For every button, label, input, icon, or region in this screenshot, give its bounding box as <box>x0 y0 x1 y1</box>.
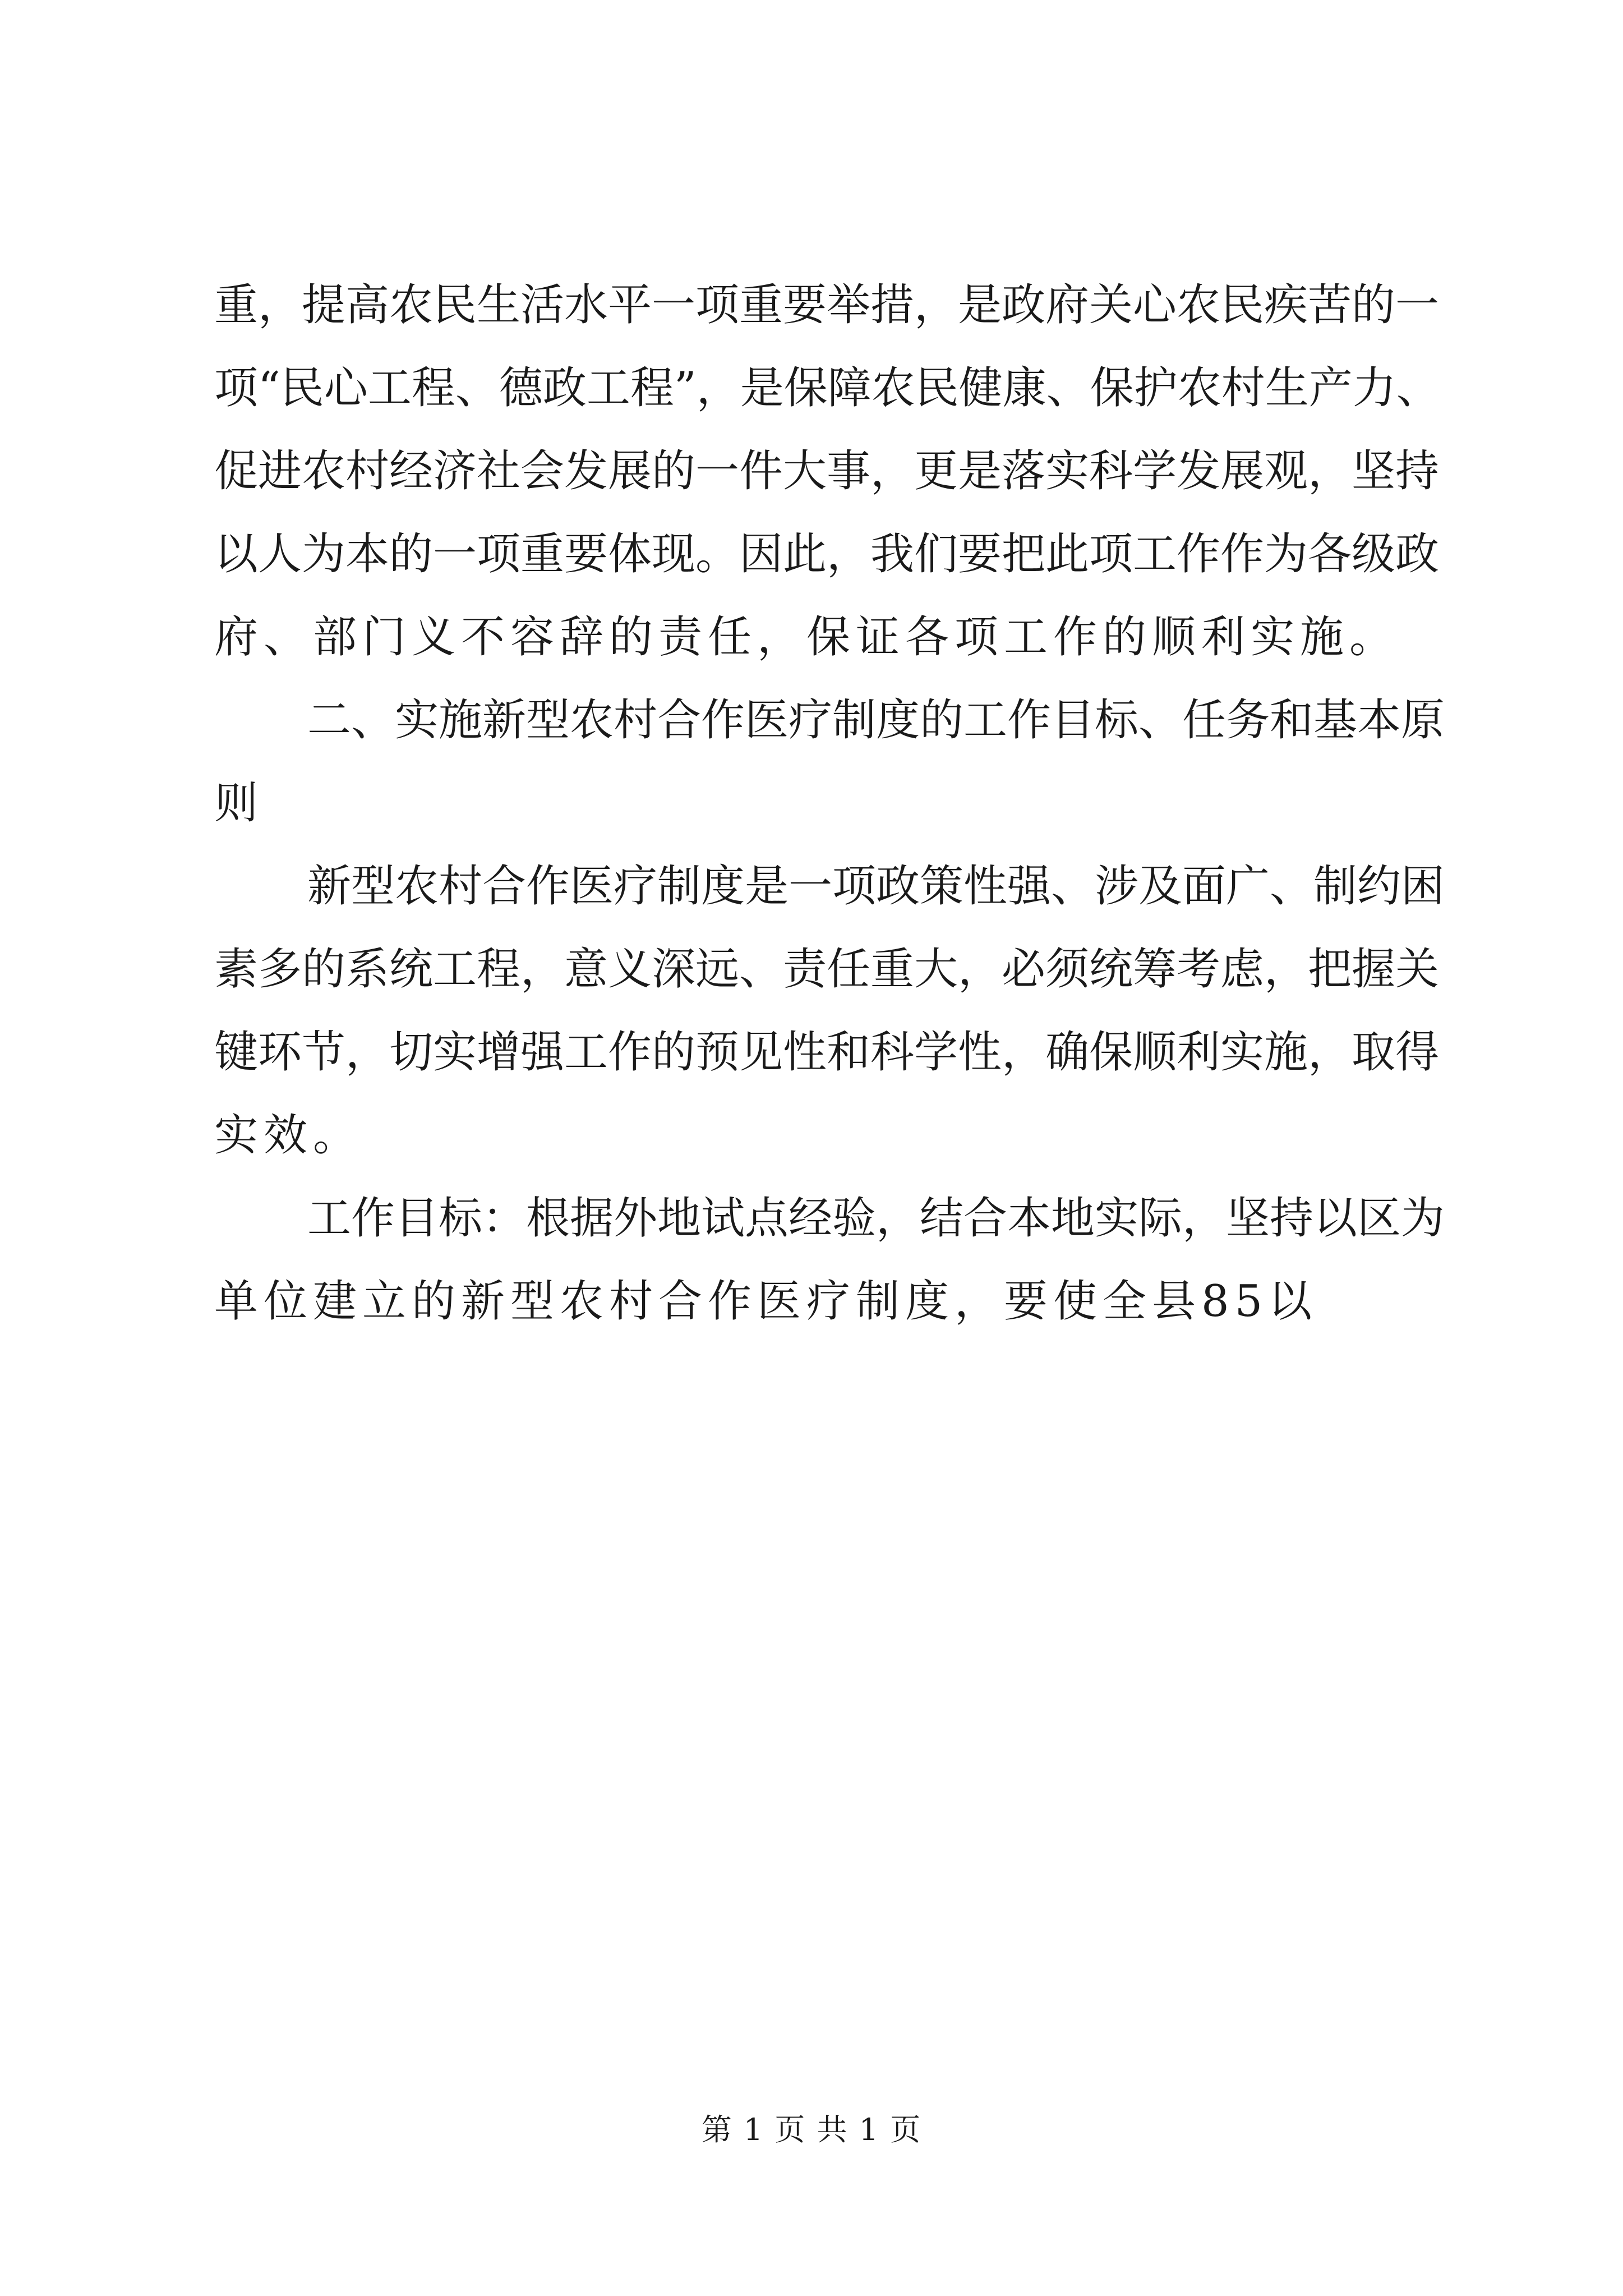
text-line-2: 项“民心工程、德政工程”，是保障农民健康、保护农村生产力、 <box>214 363 1440 413</box>
page-footer: 第 1 页 共 1 页 <box>701 2112 922 2147</box>
text-line-1: 重，提高农民生活水平一项重要举措，是政府关心农民疾苦的一 <box>214 280 1440 330</box>
text-line-13: 单位建立的新型农村合作医疗制度，要使全县85以 <box>214 1276 1318 1327</box>
text-line-3: 促进农村经济社会发展的一件大事，更是落实科学发展观，坚持 <box>214 446 1440 496</box>
text-line-5: 府、部门义不容辞的责任，保证各项工作的顺利实施。 <box>214 612 1399 662</box>
text-line-8: 新型农村合作医疗制度是一项政策性强、涉及面广、制约困 <box>307 861 1445 912</box>
text-line-4: 以人为本的一项重要体现。因此，我们要把此项工作作为各级政 <box>214 529 1440 579</box>
section-heading-line-2: 则 <box>214 778 264 829</box>
text-line-9: 素多的系统工程，意义深远、责任重大，必须统筹考虑，把握关 <box>214 944 1440 995</box>
text-line-12: 工作目标：根据外地试点经验，结合本地实际，坚持以区为 <box>307 1193 1445 1244</box>
text-line-11: 实效。 <box>214 1110 363 1161</box>
document-body <box>214 264 1445 1343</box>
text-line-10: 键环节，切实增强工作的预见性和科学性，确保顺利实施，取得 <box>214 1027 1440 1078</box>
section-heading-line-1: 二、实施新型农村合作医疗制度的工作目标、任务和基本原 <box>307 695 1445 746</box>
